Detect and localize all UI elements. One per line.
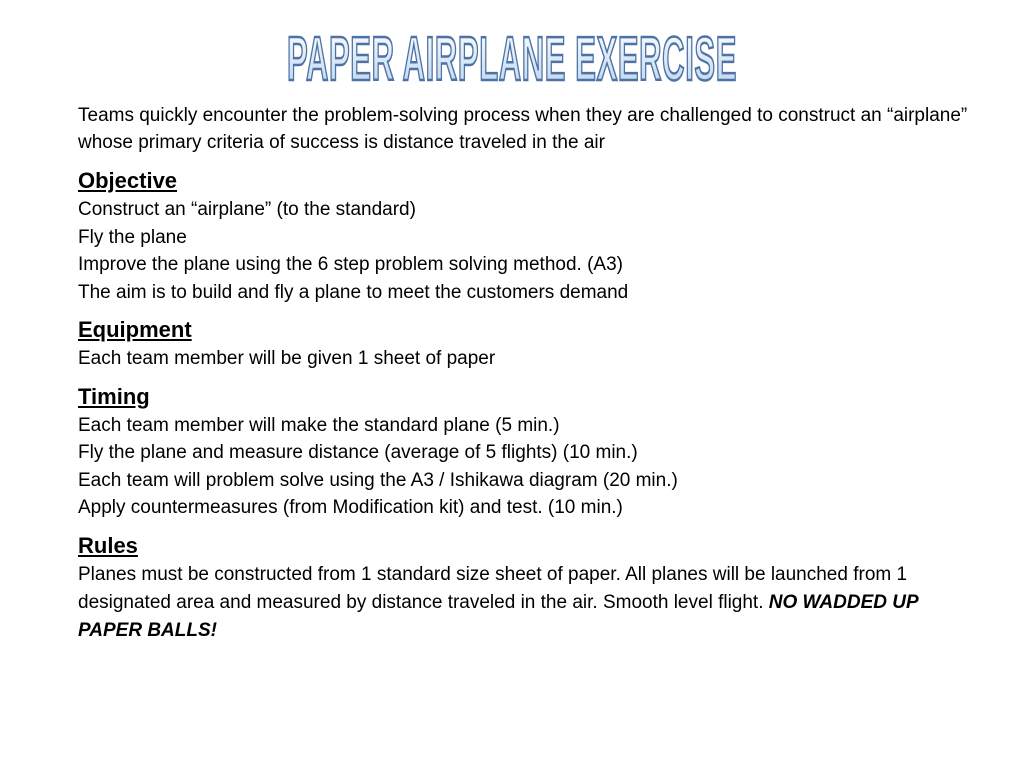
intro-paragraph: Teams quickly encounter the problem-solving process when they are challenged to construct an “airplane” whose primary criteria of success is distance traveled in the air [78,105,968,153]
page-title: PAPER AIRPLANE EXERCISE [286,24,738,94]
timing-heading: Timing [78,383,150,409]
timing-line: Apply countermeasures (from Modification kit) and test. (10 min.) [78,497,623,518]
objective-line: Improve the plane using the 6 step problem solving method. (A3) [78,254,623,275]
rules-text: Planes must be constructed from 1 standard size sheet of paper. All planes will be launched from 1 designated area and measured by distance traveled in the air. Smooth level flight. [78,563,908,613]
slide-body [78,102,978,654]
objective-heading: Objective [78,168,178,193]
rules-heading: Rules [78,532,138,558]
title-wordart [0,10,1024,102]
equipment-line: Each team member will be given 1 sheet of paper [78,348,496,369]
timing-line: Each team member will make the standard plane (5 min.) [78,414,560,436]
objective-line: Construct an “airplane” (to the standard) [78,199,416,220]
objective-section [78,166,978,306]
rules-paragraph [78,561,978,645]
rules-emphasis: NO WADDED UP PAPER BALLS! [78,591,918,641]
objective-line: Fly the plane [78,226,187,248]
slide-title [0,10,1024,102]
objective-line: The aim is to build and fly a plane to meet the customers demand [78,281,629,303]
equipment-heading: Equipment [78,317,192,342]
timing-line: Each team will problem solve using the A3 / Ishikawa diagram (20 min.) [78,469,678,491]
equipment-section [78,315,978,373]
timing-line: Fly the plane and measure distance (average of 5 flights) (10 min.) [78,442,638,463]
timing-section [78,382,978,522]
rules-section [78,531,978,645]
